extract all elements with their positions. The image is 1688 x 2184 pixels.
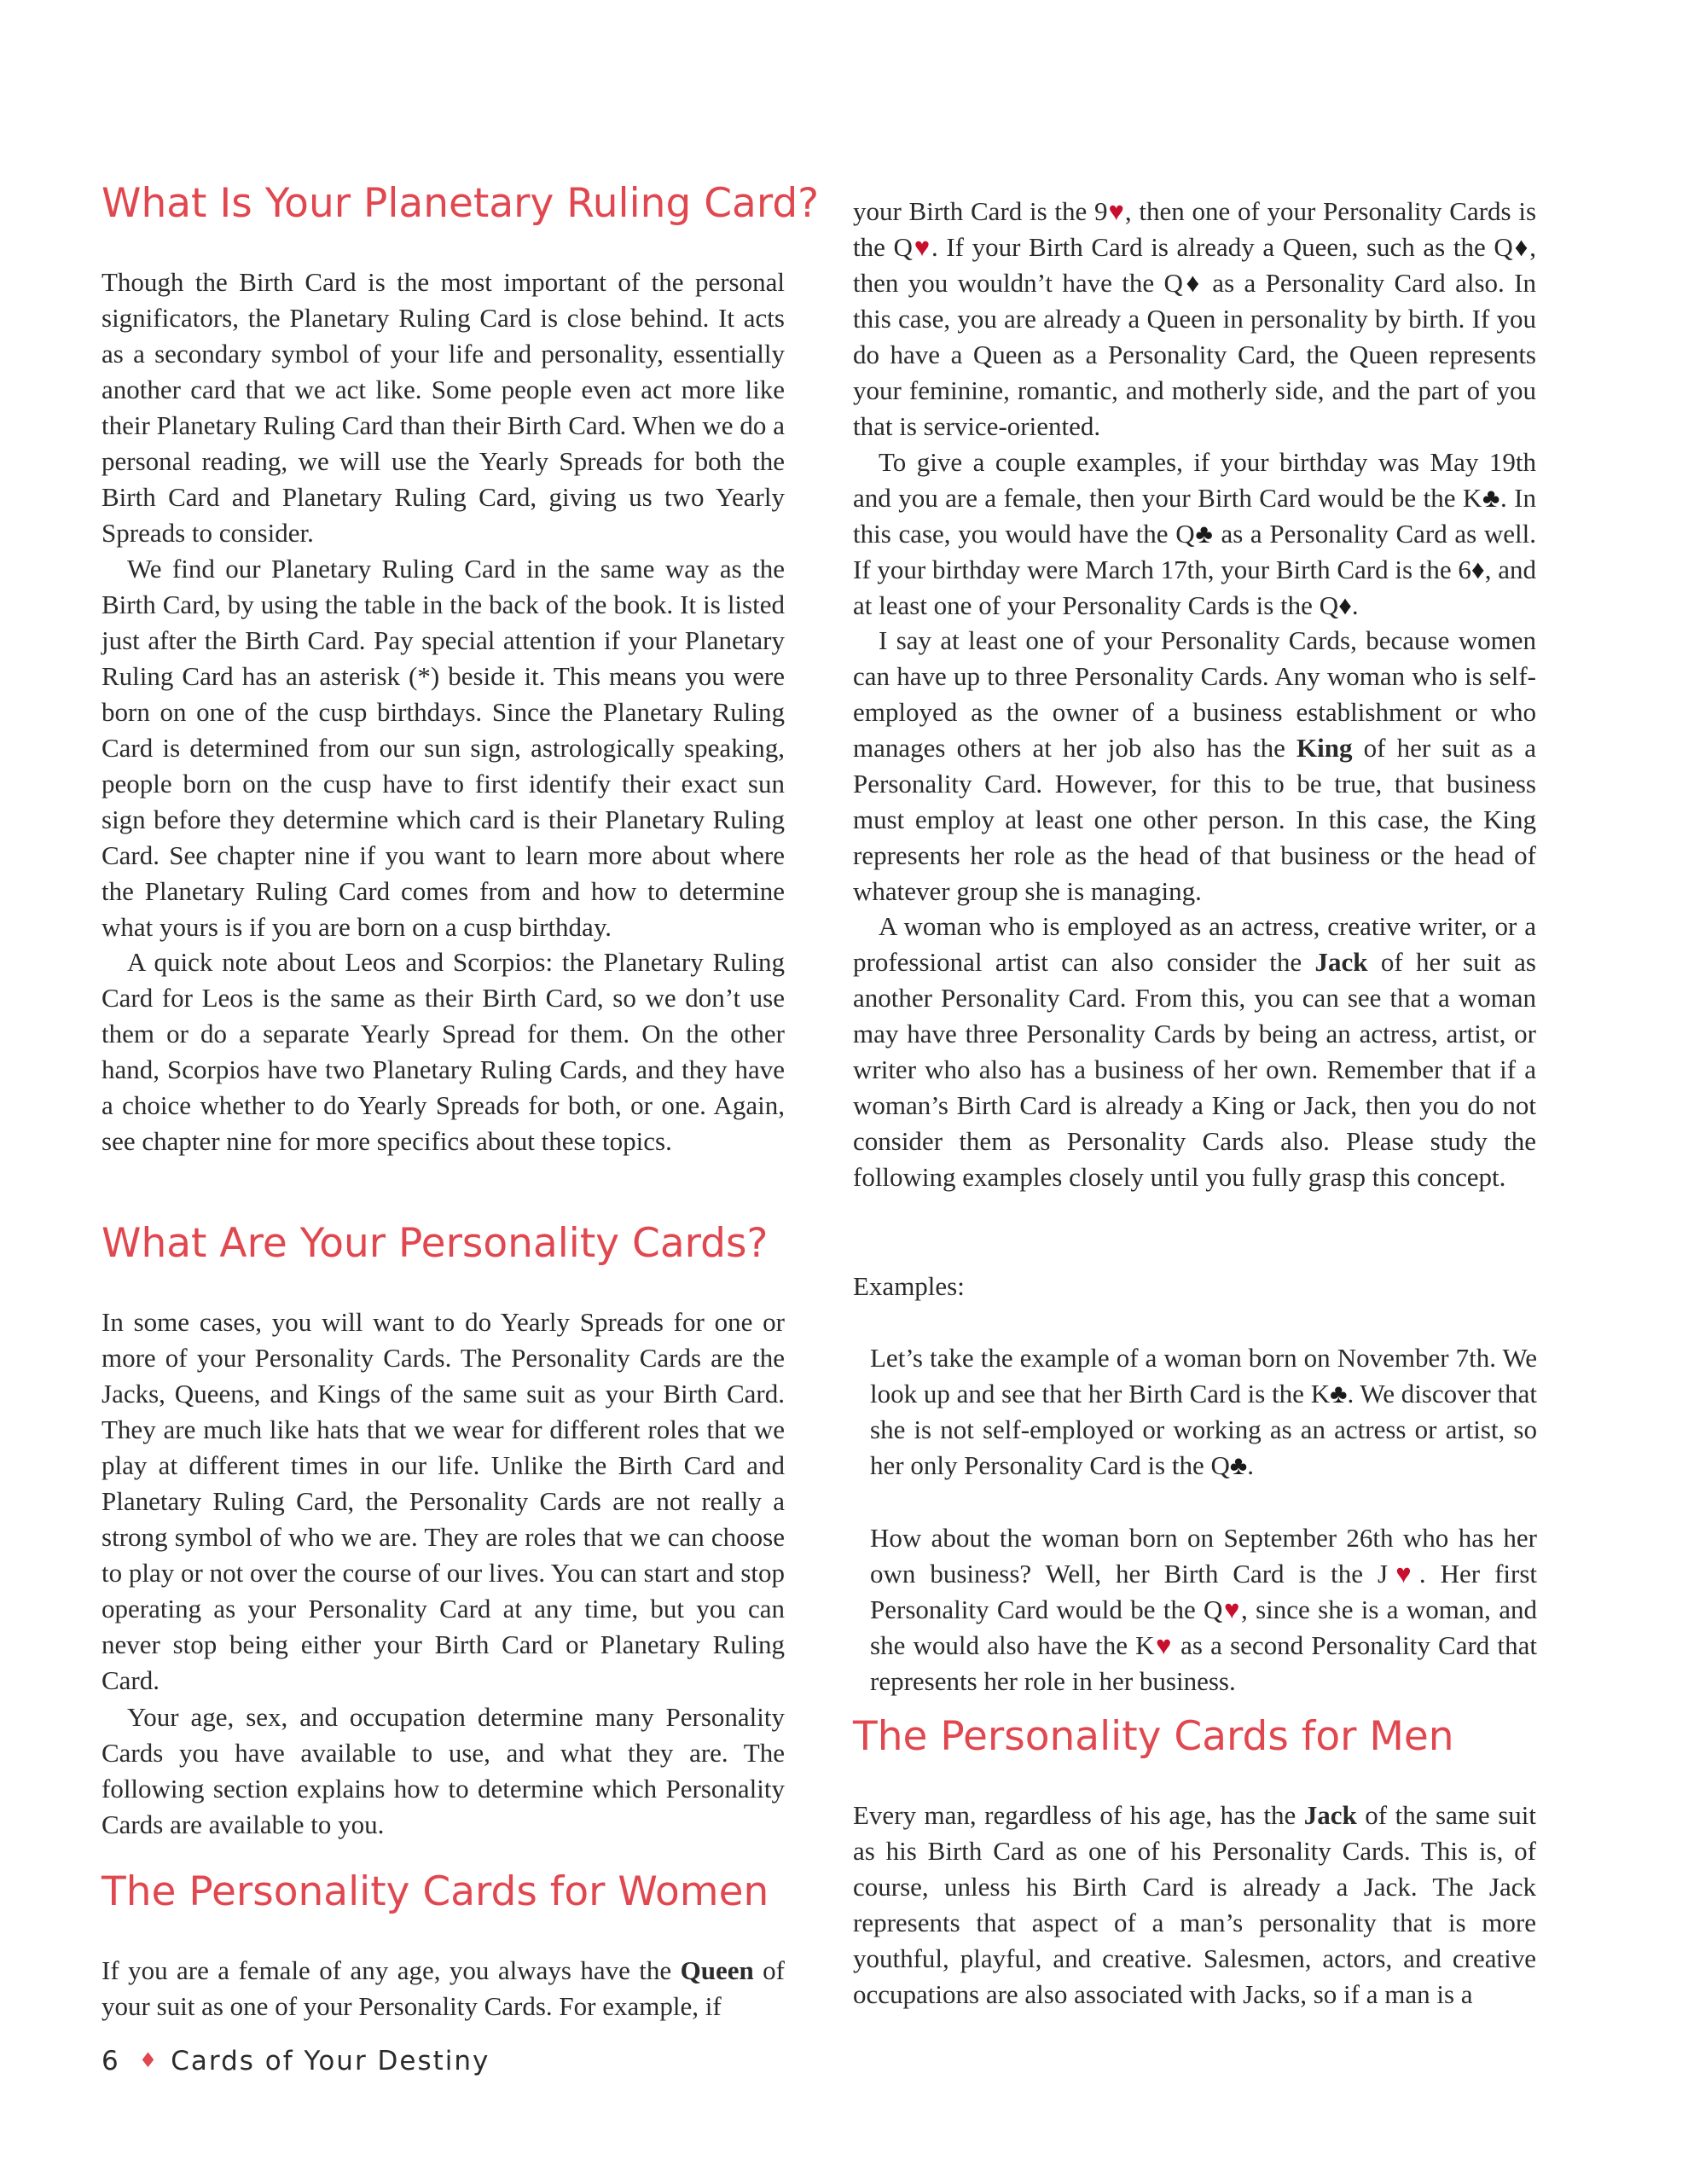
bold-term: Jack bbox=[1314, 947, 1368, 977]
paragraph: In some cases, you will want to do Yearly Spreads for one or more of your Personality Cards. The Personality Cards are the Jacks, Queens, and Kings of the same suit as your Birth Card. They are much like hats that we wear for different roles that we play at different times in our life. Unlike the Birth Card and Planetary Ruling Card, the Personality Cards are not really a strong symbol of who we are. They are roles that we can choose to play or not over the course of our lives. You can start and stop operating as your Personality Card at any time, but you can never stop being either your Birth Card or Planetary Ruling Card. bbox=[102, 1307, 785, 1695]
book-title: Cards of Your Destiny bbox=[171, 2046, 490, 2077]
paragraph: I say at least one of your Personality Cards, because women can have up to three Personality Cards. Any woman who is self-employed as the owner of a business establishment or who manages others at her job also has the King of her suit as a Personality Card. However, for this to be true, that business must employ at least one other person. In this case, the King represents her role as the head of that business or the head of whatever group she is managing. bbox=[853, 625, 1536, 906]
paragraph: Though the Birth Card is the most important of the personal significators, the Planetary Ruling Card is close behind. It acts as a secondary symbol of your life and personality, essentially another card that we act like. Some people even act more like their Planetary Ruling Card than their Birth Card. When we do a personal reading, we will use the Yearly Spreads for both the Birth Card and Planetary Ruling Card, giving us two Yearly Spreads to consider. bbox=[102, 267, 785, 548]
heart-suit-icon: ♥ bbox=[912, 232, 931, 262]
paragraph: If you are a female of any age, you always have the Queen of your suit as one of your Personality Cards. For example, if bbox=[102, 1955, 785, 2021]
diamond-suit-icon: ♦ bbox=[1182, 268, 1203, 298]
diamond-icon: ♦ bbox=[138, 2048, 160, 2072]
page-footer bbox=[102, 2046, 490, 2077]
example-paragraph: Let’s take the example of a woman born on November 7th. We look up and see that her Birth Card is the K♣. We discover that she is not self-employed or working as an actress or artist, so her only Personality Card is the Q♣. bbox=[870, 1343, 1537, 1480]
examples-label: Examples: bbox=[853, 1271, 965, 1301]
paragraph: A woman who is employed as an actress, creative writer, or a professional artist can also consider the Jack of her suit as another Personality Card. From this, you can see that a woman may have three Personality Cards by being an actress, artist, or writer who also has a business of her own. Remember that if a woman’s Birth Card is already a King or Jack, then you do not consider them as Personality Cards also. Please study the following examples closely until you fully grasp this concept. bbox=[853, 911, 1536, 1192]
heart-suit-icon: ♥ bbox=[1222, 1594, 1242, 1624]
heart-suit-icon: ♥ bbox=[1154, 1630, 1173, 1660]
club-suit-icon: ♣ bbox=[1194, 519, 1214, 549]
paragraph: Your age, sex, and occupation determine many Personality Cards you have available to use, and what they are. The following section explains how to determine which Personality Cards are available to you. bbox=[102, 1702, 785, 1839]
bold-term: King bbox=[1296, 733, 1353, 763]
paragraph: A quick note about Leos and Scorpios: the Planetary Ruling Card for Leos is the same as their Birth Card, so we don’t use them or do a separate Yearly Spread for them. On the other hand, Scorpios have two Planetary Ruling Cards, and they have a choice whether to do Yearly Spreads for both, or one. Again, see chapter nine for more specifics about these topics. bbox=[102, 947, 785, 1156]
club-suit-icon: ♣ bbox=[1330, 1379, 1348, 1409]
heading-personality-cards-women: The Personality Cards for Women bbox=[102, 1868, 769, 1915]
diamond-suit-icon: ♦ bbox=[1470, 555, 1485, 584]
paragraph: Every man, regardless of his age, has the Jack of the same suit as his Birth Card as one of his Personality Cards. This is, of course, unless his Birth Card is already a Jack. The Jack represents that aspect of a man’s personality that is more youthful, playful, and creative. Salesmen, actors, and creative occupations are also associated with Jacks, so if a man is a bbox=[853, 1800, 1536, 2009]
paragraph: We find our Planetary Ruling Card in the same way as the Birth Card, by using the table in the back of the book. It is listed just after the Birth Card. Pay special attention if your Planetary Ruling Card has an asterisk (*) beside it. This means you were born on one of the cusp birthdays. Since the Planetary Ruling Card is determined from our sun sign, astrologically speaking, people born on the cusp have to first identify their exact sun sign before they determine which card is their Planetary Ruling Card. See chapter nine if you want to learn more about where the Planetary Ruling Card comes from and how to determine what yours is if you are born on a cusp birthday. bbox=[102, 554, 785, 942]
heading-personality-cards-men: The Personality Cards for Men bbox=[853, 1713, 1454, 1760]
page-number: 6 bbox=[102, 2046, 120, 2077]
heading-personality-cards: What Are Your Personality Cards? bbox=[102, 1220, 769, 1267]
example-paragraph: How about the woman born on September 26th who has her own business? Well, her Birth Card is the J♥. Her first Personality Card would be the Q♥, since she is a woman, and she would also have the K♥ as a second Personality Card that represents her role in her business. bbox=[870, 1523, 1538, 1696]
bold-term: Queen bbox=[680, 1955, 754, 1985]
diamond-suit-icon: ♦ bbox=[1338, 590, 1352, 620]
diamond-suit-icon: ♦ bbox=[1512, 232, 1530, 262]
heart-suit-icon: ♥ bbox=[1107, 196, 1125, 226]
club-suit-icon: ♣ bbox=[1229, 1450, 1248, 1480]
bold-term: Jack bbox=[1303, 1800, 1357, 1830]
heart-suit-icon: ♥ bbox=[1388, 1559, 1419, 1589]
club-suit-icon: ♣ bbox=[1482, 483, 1500, 513]
paragraph: To give a couple examples, if your birthday was May 19th and you are a female, then your Birth Card would be the K♣. In this case, you would have the Q♣ as a Personality Card as well. If your birthday were March 17th, your Birth Card is the 6♦, and at least one of your Personality Cards is the Q♦. bbox=[853, 447, 1537, 620]
heading-planetary-ruling-card: What Is Your Planetary Ruling Card? bbox=[102, 180, 820, 227]
paragraph: your Birth Card is the 9♥, then one of your Personality Cards is the Q♥. If your Birth Card is already a Queen, such as the Q♦, then you wouldn’t have the Q♦ as a Personality Card also. In this case, you are already a Queen in personality by birth. If you do have a Queen as a Personality Card, the Queen represents your feminine, romantic, and motherly side, and the part of you that is service-oriented. bbox=[853, 196, 1537, 441]
